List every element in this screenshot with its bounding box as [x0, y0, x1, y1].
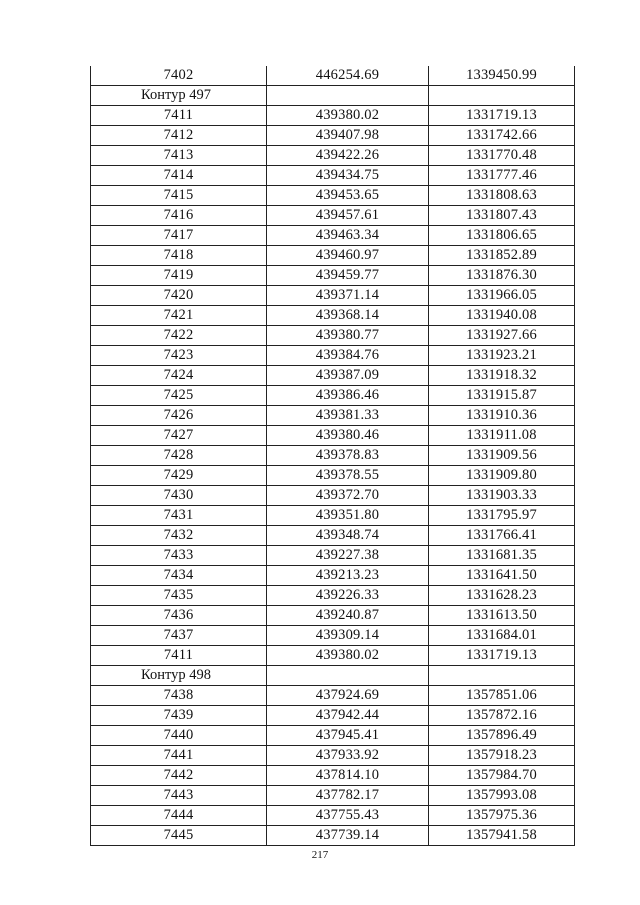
page-number: 217 [311, 849, 329, 861]
empty-cell [267, 666, 429, 686]
y-coordinate-cell: 1331766.41 [429, 526, 575, 546]
y-coordinate-cell: 1331628.23 [429, 586, 575, 606]
point-id-cell: 7431 [91, 506, 267, 526]
x-coordinate-cell: 439422.26 [267, 146, 429, 166]
y-coordinate-cell: 1331910.36 [429, 406, 575, 426]
x-coordinate-cell: 439213.23 [267, 566, 429, 586]
x-coordinate-cell: 437924.69 [267, 686, 429, 706]
point-id-cell: 7416 [91, 206, 267, 226]
y-coordinate-cell: 1331681.35 [429, 546, 575, 566]
x-coordinate-cell: 439386.46 [267, 386, 429, 406]
x-coordinate-cell: 439459.77 [267, 266, 429, 286]
point-id-cell: 7438 [91, 686, 267, 706]
point-id-cell: 7443 [91, 786, 267, 806]
table-row [91, 466, 575, 486]
table-row [91, 186, 575, 206]
y-coordinate-cell: 1331909.56 [429, 446, 575, 466]
x-coordinate-cell: 439463.34 [267, 226, 429, 246]
x-coordinate-cell: 439407.98 [267, 126, 429, 146]
y-coordinate-cell: 1331684.01 [429, 626, 575, 646]
contour-header-row [91, 666, 575, 686]
x-coordinate-cell: 437942.44 [267, 706, 429, 726]
point-id-cell: 7444 [91, 806, 267, 826]
point-id-cell: 7436 [91, 606, 267, 626]
x-coordinate-cell: 439381.33 [267, 406, 429, 426]
y-coordinate-cell: 1357851.06 [429, 686, 575, 706]
x-coordinate-cell: 437782.17 [267, 786, 429, 806]
point-id-cell: 7420 [91, 286, 267, 306]
x-coordinate-cell: 439380.02 [267, 646, 429, 666]
y-coordinate-cell: 1331909.80 [429, 466, 575, 486]
contour-header-row [91, 86, 575, 106]
empty-cell [267, 86, 429, 106]
table-row [91, 246, 575, 266]
table-row [91, 306, 575, 326]
x-coordinate-cell: 439460.97 [267, 246, 429, 266]
y-coordinate-cell: 1331742.66 [429, 126, 575, 146]
y-coordinate-cell: 1331770.48 [429, 146, 575, 166]
point-id-cell: 7411 [91, 106, 267, 126]
table-row [91, 566, 575, 586]
point-id-cell: 7421 [91, 306, 267, 326]
coordinates-table-body [91, 66, 575, 846]
point-id-cell: 7413 [91, 146, 267, 166]
x-coordinate-cell: 439372.70 [267, 486, 429, 506]
y-coordinate-cell: 1331918.32 [429, 366, 575, 386]
x-coordinate-cell: 439434.75 [267, 166, 429, 186]
point-id-cell: 7414 [91, 166, 267, 186]
y-coordinate-cell: 1357984.70 [429, 766, 575, 786]
x-coordinate-cell: 446254.69 [267, 66, 429, 86]
point-id-cell: 7440 [91, 726, 267, 746]
y-coordinate-cell: 1331852.89 [429, 246, 575, 266]
table-row [91, 746, 575, 766]
table-row [91, 486, 575, 506]
x-coordinate-cell: 439384.76 [267, 346, 429, 366]
point-id-cell: 7412 [91, 126, 267, 146]
point-id-cell: 7423 [91, 346, 267, 366]
point-id-cell: 7439 [91, 706, 267, 726]
y-coordinate-cell: 1357872.16 [429, 706, 575, 726]
contour-label: Контур 498 [91, 666, 267, 686]
y-coordinate-cell: 1331915.87 [429, 386, 575, 406]
point-id-cell: 7426 [91, 406, 267, 426]
table-row [91, 206, 575, 226]
table-row [91, 606, 575, 626]
y-coordinate-cell: 1331806.65 [429, 226, 575, 246]
x-coordinate-cell: 439457.61 [267, 206, 429, 226]
table-row [91, 126, 575, 146]
y-coordinate-cell: 1331927.66 [429, 326, 575, 346]
table-row [91, 166, 575, 186]
x-coordinate-cell: 437755.43 [267, 806, 429, 826]
point-id-cell: 7415 [91, 186, 267, 206]
table-row [91, 766, 575, 786]
x-coordinate-cell: 439368.14 [267, 306, 429, 326]
x-coordinate-cell: 439380.46 [267, 426, 429, 446]
y-coordinate-cell: 1331807.43 [429, 206, 575, 226]
point-id-cell: 7427 [91, 426, 267, 446]
point-id-cell: 7432 [91, 526, 267, 546]
y-coordinate-cell: 1331876.30 [429, 266, 575, 286]
x-coordinate-cell: 439227.38 [267, 546, 429, 566]
table-row [91, 826, 575, 846]
table-row [91, 586, 575, 606]
point-id-cell: 7418 [91, 246, 267, 266]
x-coordinate-cell: 439348.74 [267, 526, 429, 546]
coordinates-table [90, 66, 575, 846]
point-id-cell: 7435 [91, 586, 267, 606]
empty-cell [429, 86, 575, 106]
y-coordinate-cell: 1331911.08 [429, 426, 575, 446]
table-row [91, 66, 575, 86]
y-coordinate-cell: 1331966.05 [429, 286, 575, 306]
point-id-cell: 7422 [91, 326, 267, 346]
y-coordinate-cell: 1357975.36 [429, 806, 575, 826]
table-row [91, 626, 575, 646]
table-row [91, 546, 575, 566]
x-coordinate-cell: 437739.14 [267, 826, 429, 846]
point-id-cell: 7419 [91, 266, 267, 286]
x-coordinate-cell: 437945.41 [267, 726, 429, 746]
x-coordinate-cell: 439378.55 [267, 466, 429, 486]
table-row [91, 506, 575, 526]
y-coordinate-cell: 1331641.50 [429, 566, 575, 586]
y-coordinate-cell: 1331719.13 [429, 646, 575, 666]
y-coordinate-cell: 1331777.46 [429, 166, 575, 186]
table-row [91, 286, 575, 306]
point-id-cell: 7445 [91, 826, 267, 846]
x-coordinate-cell: 439380.77 [267, 326, 429, 346]
point-id-cell: 7402 [91, 66, 267, 86]
x-coordinate-cell: 439387.09 [267, 366, 429, 386]
table-row [91, 806, 575, 826]
y-coordinate-cell: 1331613.50 [429, 606, 575, 626]
y-coordinate-cell: 1331719.13 [429, 106, 575, 126]
table-row [91, 426, 575, 446]
empty-cell [429, 666, 575, 686]
y-coordinate-cell: 1357993.08 [429, 786, 575, 806]
table-row [91, 446, 575, 466]
x-coordinate-cell: 439380.02 [267, 106, 429, 126]
table-row [91, 366, 575, 386]
y-coordinate-cell: 1339450.99 [429, 66, 575, 86]
point-id-cell: 7430 [91, 486, 267, 506]
table-row [91, 266, 575, 286]
y-coordinate-cell: 1357896.49 [429, 726, 575, 746]
y-coordinate-cell: 1331923.21 [429, 346, 575, 366]
table-row [91, 706, 575, 726]
table-row [91, 326, 575, 346]
table-row [91, 146, 575, 166]
x-coordinate-cell: 439453.65 [267, 186, 429, 206]
x-coordinate-cell: 439226.33 [267, 586, 429, 606]
point-id-cell: 7441 [91, 746, 267, 766]
contour-label: Контур 497 [91, 86, 267, 106]
point-id-cell: 7425 [91, 386, 267, 406]
point-id-cell: 7411 [91, 646, 267, 666]
table-row [91, 226, 575, 246]
y-coordinate-cell: 1331940.08 [429, 306, 575, 326]
point-id-cell: 7433 [91, 546, 267, 566]
table-row [91, 726, 575, 746]
y-coordinate-cell: 1357918.23 [429, 746, 575, 766]
x-coordinate-cell: 437933.92 [267, 746, 429, 766]
point-id-cell: 7437 [91, 626, 267, 646]
point-id-cell: 7429 [91, 466, 267, 486]
x-coordinate-cell: 439240.87 [267, 606, 429, 626]
x-coordinate-cell: 437814.10 [267, 766, 429, 786]
table-row [91, 686, 575, 706]
point-id-cell: 7417 [91, 226, 267, 246]
table-row [91, 346, 575, 366]
point-id-cell: 7434 [91, 566, 267, 586]
x-coordinate-cell: 439309.14 [267, 626, 429, 646]
point-id-cell: 7424 [91, 366, 267, 386]
table-row [91, 646, 575, 666]
table-row [91, 526, 575, 546]
point-id-cell: 7428 [91, 446, 267, 466]
y-coordinate-cell: 1331795.97 [429, 506, 575, 526]
y-coordinate-cell: 1357941.58 [429, 826, 575, 846]
x-coordinate-cell: 439371.14 [267, 286, 429, 306]
table-row [91, 786, 575, 806]
y-coordinate-cell: 1331808.63 [429, 186, 575, 206]
x-coordinate-cell: 439378.83 [267, 446, 429, 466]
table-row [91, 386, 575, 406]
point-id-cell: 7442 [91, 766, 267, 786]
y-coordinate-cell: 1331903.33 [429, 486, 575, 506]
table-row [91, 406, 575, 426]
x-coordinate-cell: 439351.80 [267, 506, 429, 526]
table-row [91, 106, 575, 126]
